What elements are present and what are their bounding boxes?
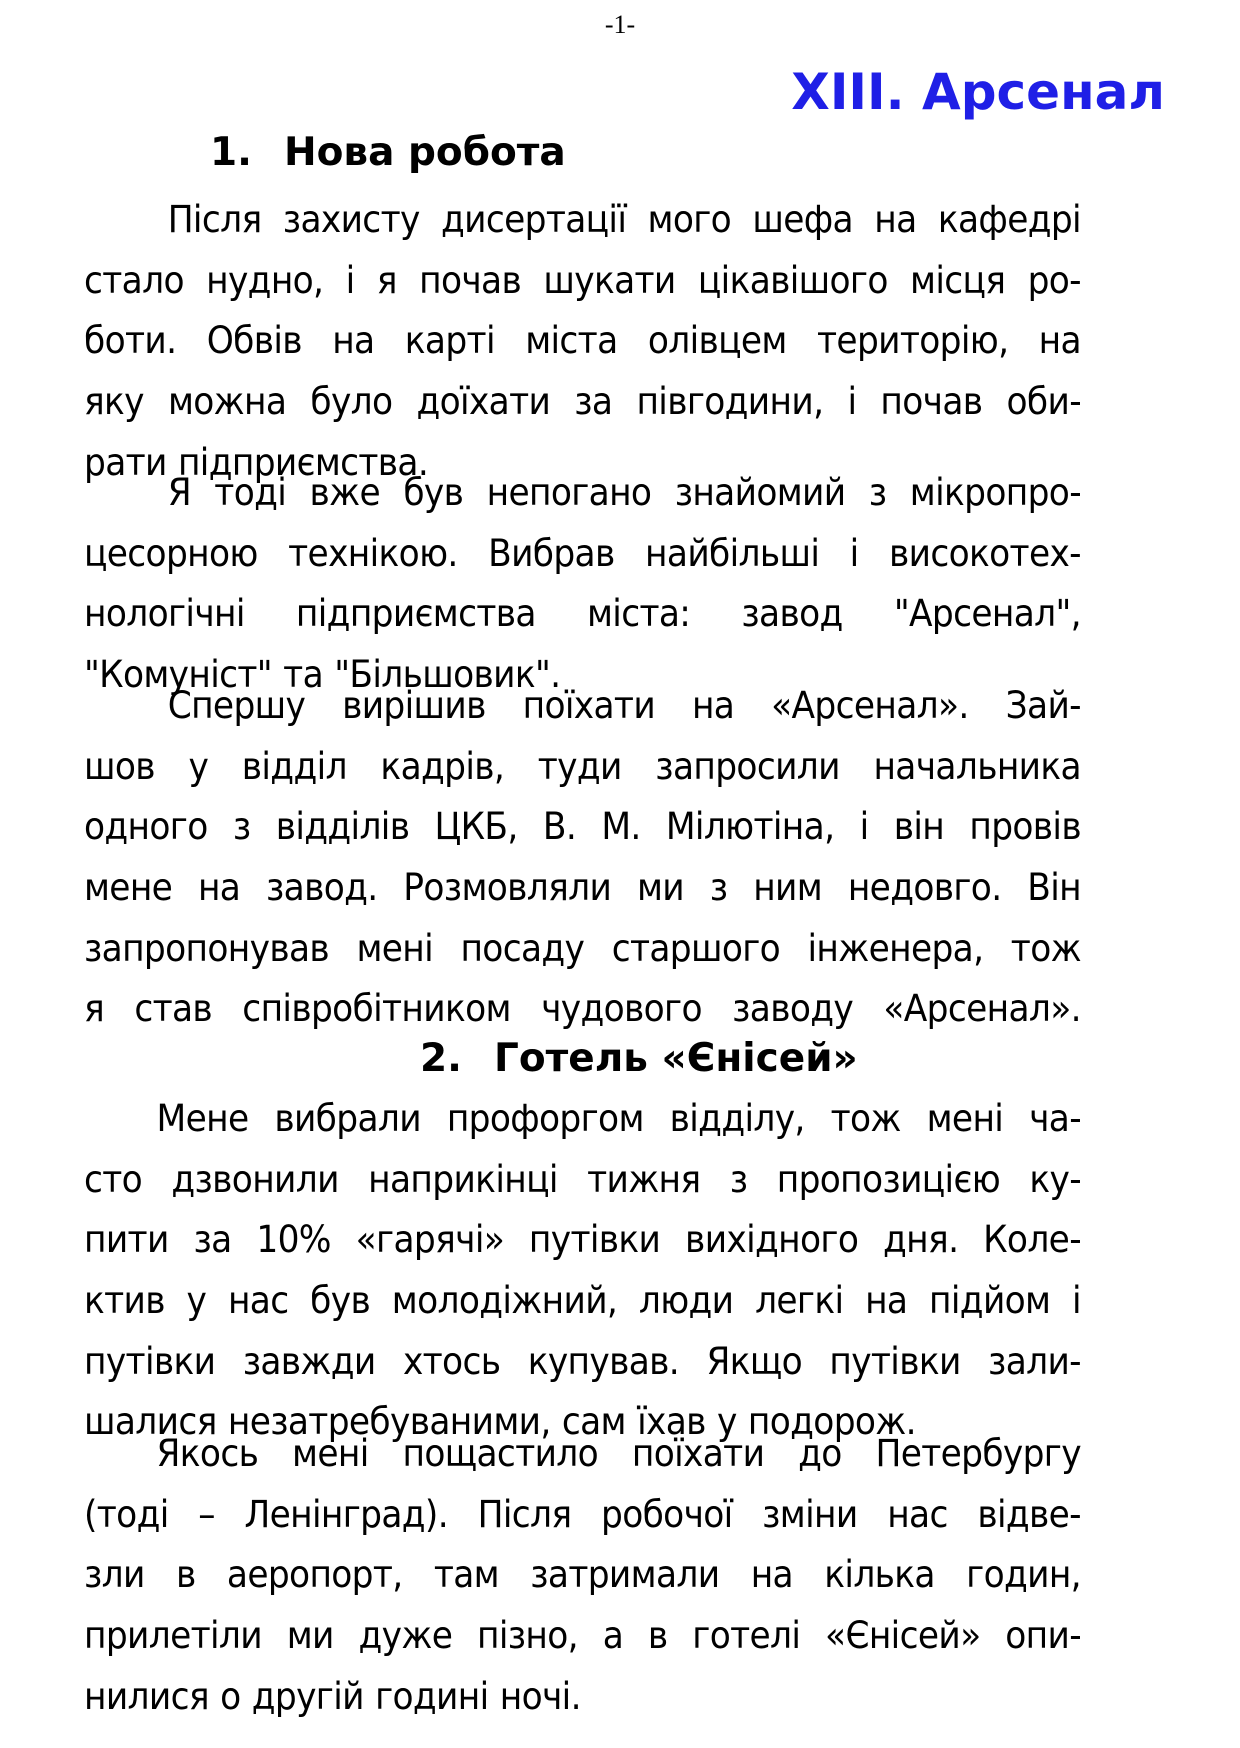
text-line: Після захисту дисертації мого шефа на кафедрі — [167, 198, 1081, 241]
text-line: Спершу вирішив поїхати на «Арсенал». Зай- — [167, 684, 1081, 727]
text-line: я став співробітником чудового заводу «Арсенал». — [84, 987, 1081, 1031]
section-title: Нова робота — [284, 130, 566, 175]
section-heading-new-job — [210, 128, 566, 178]
section-number: 1. — [210, 130, 252, 175]
text-line: сто дзвонили наприкінці тижня з пропозицією ку- — [84, 1157, 1081, 1201]
text-line: путівки завжди хтось купував. Якщо путівки зали- — [84, 1339, 1081, 1383]
paragraph — [84, 463, 1081, 706]
text-line: (тоді – Ленінград). Після робочої зміни нас відве- — [84, 1492, 1081, 1536]
text-line: нологічні підприємства міста: завод "Арсенал", — [84, 592, 1081, 636]
paragraph — [84, 1424, 1081, 1727]
text-line: стало нудно, і я почав шукати цікавішого місця ро- — [84, 258, 1081, 302]
section-heading-hotel-yenisei — [420, 1034, 858, 1084]
section-title: Готель «Єнісей» — [494, 1036, 858, 1081]
text-line: нилися о другій годині ночі. — [84, 1674, 581, 1718]
text-line: пити за 10% «гарячі» путівки вихідного дня. Коле- — [84, 1218, 1081, 1262]
text-line: зли в аеропорт, там затримали на кілька годин, — [84, 1553, 1081, 1597]
text-line: Мене вибрали профоргом відділу, тож мені ча- — [156, 1097, 1081, 1140]
text-line: рати підприємства. — [84, 440, 429, 484]
text-line: яку можна було доїхати за півгодини, і почав оби- — [84, 380, 1081, 424]
text-line: прилетіли ми дуже пізно, а в готелі «Єнісей» опи- — [84, 1614, 1081, 1658]
text-line: мене на завод. Розмовляли ми з ним недовго. Він — [84, 866, 1081, 910]
text-line: "Комуніст" та "Більшовик". — [84, 653, 561, 697]
text-line: цесорною технікою. Вибрав найбільші і високотех- — [84, 531, 1081, 575]
page-number: -1- — [604, 10, 636, 39]
text-line: шов у відділ кадрів, туди запросили начальника — [84, 744, 1081, 788]
paragraph — [84, 676, 1081, 1040]
text-line: боти. Обвів на карті міста олівцем територію, на — [84, 319, 1081, 363]
text-line: запропонував мені посаду старшого інженера, тож — [84, 926, 1081, 970]
text-line: Якось мені пощастило поїхати до Петербургу — [156, 1432, 1081, 1475]
paragraph — [84, 190, 1081, 493]
chapter-title: XIII. Арсенал — [791, 63, 1165, 121]
text-line: одного з відділів ЦКБ, В. М. Мілютіна, і він провів — [84, 805, 1081, 849]
section-number: 2. — [420, 1036, 462, 1081]
paragraph — [84, 1089, 1081, 1453]
text-line: шалися незатребуваними, сам їхав у подорож. — [84, 1400, 916, 1444]
text-line: ктив у нас був молодіжний, люди легкі на підйом і — [84, 1279, 1081, 1323]
text-line: Я тоді вже був непогано знайомий з мікропро- — [167, 471, 1081, 514]
